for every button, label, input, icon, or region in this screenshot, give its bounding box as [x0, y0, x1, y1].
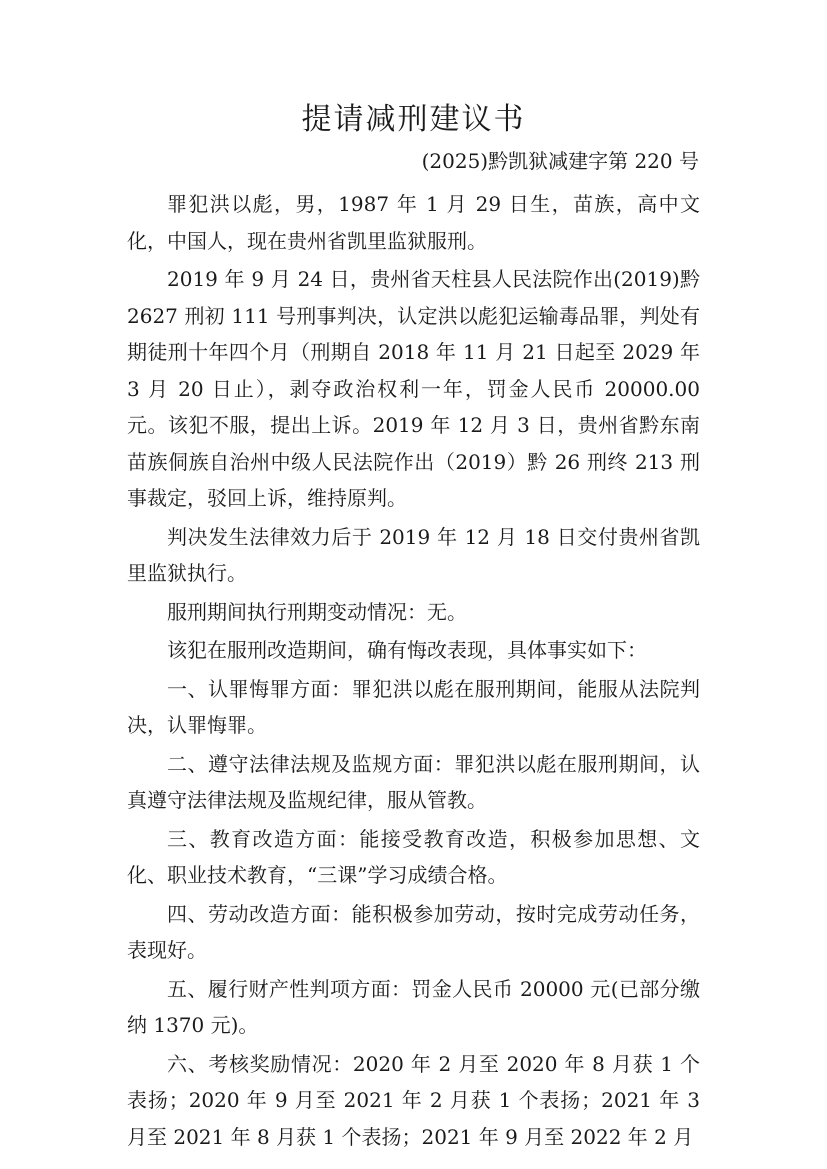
document-number: (2025)黔凯狱减建字第 220 号	[421, 149, 699, 173]
paragraph-judgment: 2019 年 9 月 24 日，贵州省天柱县人民法院作出(2019)黔 2627 刑初 111 号刑事判决，认定洪以彪犯运输毒品罪，判处有期徒刑十年四个月（刑期自 2018 年 11 月 21 日起至 2029 年 3 月 20 日止），剥夺政治权利一年，罚金人民币 20000.00 元。该犯不服，提出上诉。2019 年 12 月 3 日，贵州省黔东南苗族侗族自治州中级人民法院作出（2019）黔 26 刑终 213 刑事裁定，驳回上诉，维持原判。	[127, 267, 700, 510]
paragraph-law-compliance: 二、遵守法律法规及监规方面：罪犯洪以彪在服刑期间，认真遵守法律法规及监规纪律，服从管教。	[127, 751, 700, 812]
paragraph-criminal-info: 罪犯洪以彪，男，1987 年 1 月 29 日生，苗族，高中文化，中国人，现在贵州省凯里监狱服刑。	[127, 192, 700, 253]
paragraph-education: 三、教育改造方面：能接受教育改造，积极参加思想、文化、职业技术教育，“三课”学习成绩合格。	[127, 826, 700, 887]
document-body	[127, 186, 700, 1157]
document-title: 提请减刑建议书	[301, 102, 526, 137]
paragraph-confession: 一、认罪悔罪方面：罪犯洪以彪在服刑期间，能服从法院判决，认罪悔罪。	[127, 676, 700, 737]
paragraph-execution: 判决发生法律效力后于 2019 年 12 月 18 日交付贵州省凯里监狱执行。	[127, 524, 700, 585]
paragraph-property: 五、履行财产性判项方面：罚金人民币 20000 元(已部分缴纳 1370 元)。	[127, 976, 700, 1037]
paragraph-labor: 四、劳动改造方面：能积极参加劳动，按时完成劳动任务，表现好。	[127, 901, 700, 962]
paragraph-repentance-intro: 该犯在服刑改造期间，确有悔改表现，具体事实如下：	[167, 638, 647, 662]
paragraph-sentence-change: 服刑期间执行刑期变动情况：无。	[167, 599, 467, 624]
paragraph-rewards: 六、考核奖励情况：2020 年 2 月至 2020 年 8 月获 1 个表扬；2020 年 9 月至 2021 年 2 月获 1 个表扬；2021 年 3 月至 2021 年 8 月获 1 个表扬；2021 年 9 月至 2022 年 2 月	[127, 1051, 700, 1149]
